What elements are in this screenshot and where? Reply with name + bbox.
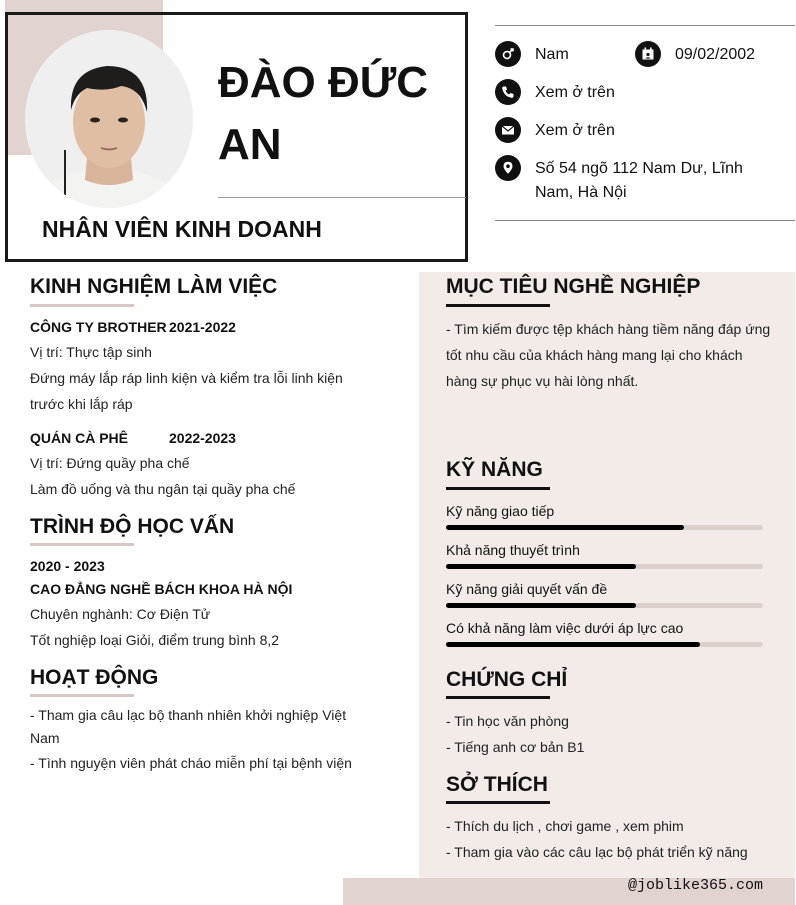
- job-2-period: 2022-2023: [169, 430, 236, 446]
- gender-icon: [495, 41, 521, 67]
- job-1-desc-1: Đứng máy lắp ráp linh kiện và kiểm tra lỗi linh kiện: [30, 370, 343, 386]
- hobby-1: - Thích du lịch , chơi game , xem phim: [446, 818, 684, 834]
- envelope-icon: [495, 117, 521, 143]
- job-1-desc-2: trước khi lắp ráp: [30, 396, 133, 412]
- hobby-2: - Tham gia vào các câu lạc bộ phát triển kỹ năng: [446, 844, 748, 860]
- skill-1-bar: [446, 525, 763, 530]
- objective-line-2: tốt nhu cầu của khách hàng mang lại cho khách: [446, 347, 743, 363]
- objective-line-1: - Tìm kiếm được tệp khách hàng tiềm năng đáp ứng: [446, 321, 771, 337]
- contact-bottom-divider: [495, 220, 795, 221]
- skill-3-fill: [446, 603, 636, 608]
- education-underline: [30, 543, 134, 546]
- skill-1-label: Kỹ năng giao tiếp: [446, 503, 555, 519]
- experience-heading: KINH NGHIỆM LÀM VIỆC: [30, 275, 278, 298]
- candidate-name: [218, 52, 458, 176]
- contact-top-divider: [495, 25, 795, 26]
- footer-watermark: @joblike365.com: [627, 877, 763, 894]
- address-line-2: Nam, Hà Nội: [535, 184, 627, 201]
- education-result: Tốt nghiệp loại Giỏi, điểm trung bình 8,2: [30, 632, 280, 648]
- job-1-period: 2021-2022: [169, 319, 236, 335]
- name-line-2: AN: [218, 120, 282, 169]
- skill-3-label: Kỹ năng giải quyết vấn đề: [446, 581, 608, 597]
- gender-value: Nam: [535, 46, 569, 63]
- job-2-desc-1: Làm đồ uống và thu ngân tại quầy pha chế: [30, 481, 296, 497]
- education-period: 2020 - 2023: [30, 558, 105, 574]
- skills-heading: KỸ NĂNG: [446, 458, 543, 481]
- profile-photo: [25, 30, 193, 208]
- skill-3-bar: [446, 603, 763, 608]
- activity-1-line-1: - Tham gia câu lạc bộ thanh nhiên khởi nghiệp Việt: [30, 707, 347, 723]
- job-1-company: CÔNG TY BROTHER: [30, 319, 167, 335]
- skills-underline: [446, 487, 550, 490]
- location-pin-icon: [495, 155, 521, 181]
- certificates-underline: [446, 696, 550, 699]
- skill-2-fill: [446, 564, 636, 569]
- education-school: CAO ĐẲNG NGHỀ BÁCH KHOA HÀ NỘI: [30, 581, 293, 597]
- address-value: [535, 157, 743, 205]
- hobbies-underline: [446, 801, 550, 804]
- phone-icon: [495, 79, 521, 105]
- address-line-1: Số 54 ngõ 112 Nam Dư, Lĩnh: [535, 160, 743, 177]
- education-major: Chuyên nghành: Cơ Điện Tử: [30, 606, 211, 622]
- objective-underline: [446, 304, 550, 307]
- activity-1-line-2: Nam: [30, 730, 60, 746]
- birthdate-value: 09/02/2002: [675, 46, 756, 63]
- objective-line-3: hàng sự phục vụ hài lòng nhất.: [446, 373, 639, 389]
- email-value: Xem ở trên: [535, 122, 615, 139]
- job-title: NHÂN VIÊN KINH DOANH: [42, 216, 322, 242]
- skill-2-label: Khả năng thuyết trình: [446, 542, 580, 558]
- skill-4-bar: [446, 642, 763, 647]
- job-2-company: QUÁN CÀ PHÊ: [30, 430, 129, 446]
- activities-heading: HOẠT ĐỘNG: [30, 666, 159, 689]
- certificate-2: - Tiếng anh cơ bản B1: [446, 739, 585, 755]
- certificate-1: - Tin học văn phòng: [446, 713, 569, 729]
- education-heading: TRÌNH ĐỘ HỌC VẤN: [30, 515, 235, 538]
- activity-2: - Tình nguyện viên phát cháo miễn phí tại bệnh viện: [30, 755, 352, 771]
- calendar-icon: [635, 41, 661, 67]
- skill-4-label: Có khả năng làm việc dưới áp lực cao: [446, 620, 684, 636]
- phone-value: Xem ở trên: [535, 84, 615, 101]
- job-1-position: Vị trí: Thực tập sinh: [30, 344, 152, 360]
- name-divider: [218, 197, 466, 198]
- certificates-heading: CHỨNG CHỈ: [446, 668, 568, 691]
- experience-underline: [30, 304, 134, 307]
- activities-underline: [30, 694, 134, 697]
- skill-1-fill: [446, 525, 684, 530]
- job-2-position: Vị trí: Đứng quầy pha chế: [30, 455, 190, 471]
- skill-4-fill: [446, 642, 700, 647]
- objective-heading: MỤC TIÊU NGHỀ NGHIỆP: [446, 275, 701, 298]
- hobbies-heading: SỞ THÍCH: [446, 773, 548, 796]
- skill-2-bar: [446, 564, 763, 569]
- name-line-1: ĐÀO ĐỨC: [218, 58, 429, 107]
